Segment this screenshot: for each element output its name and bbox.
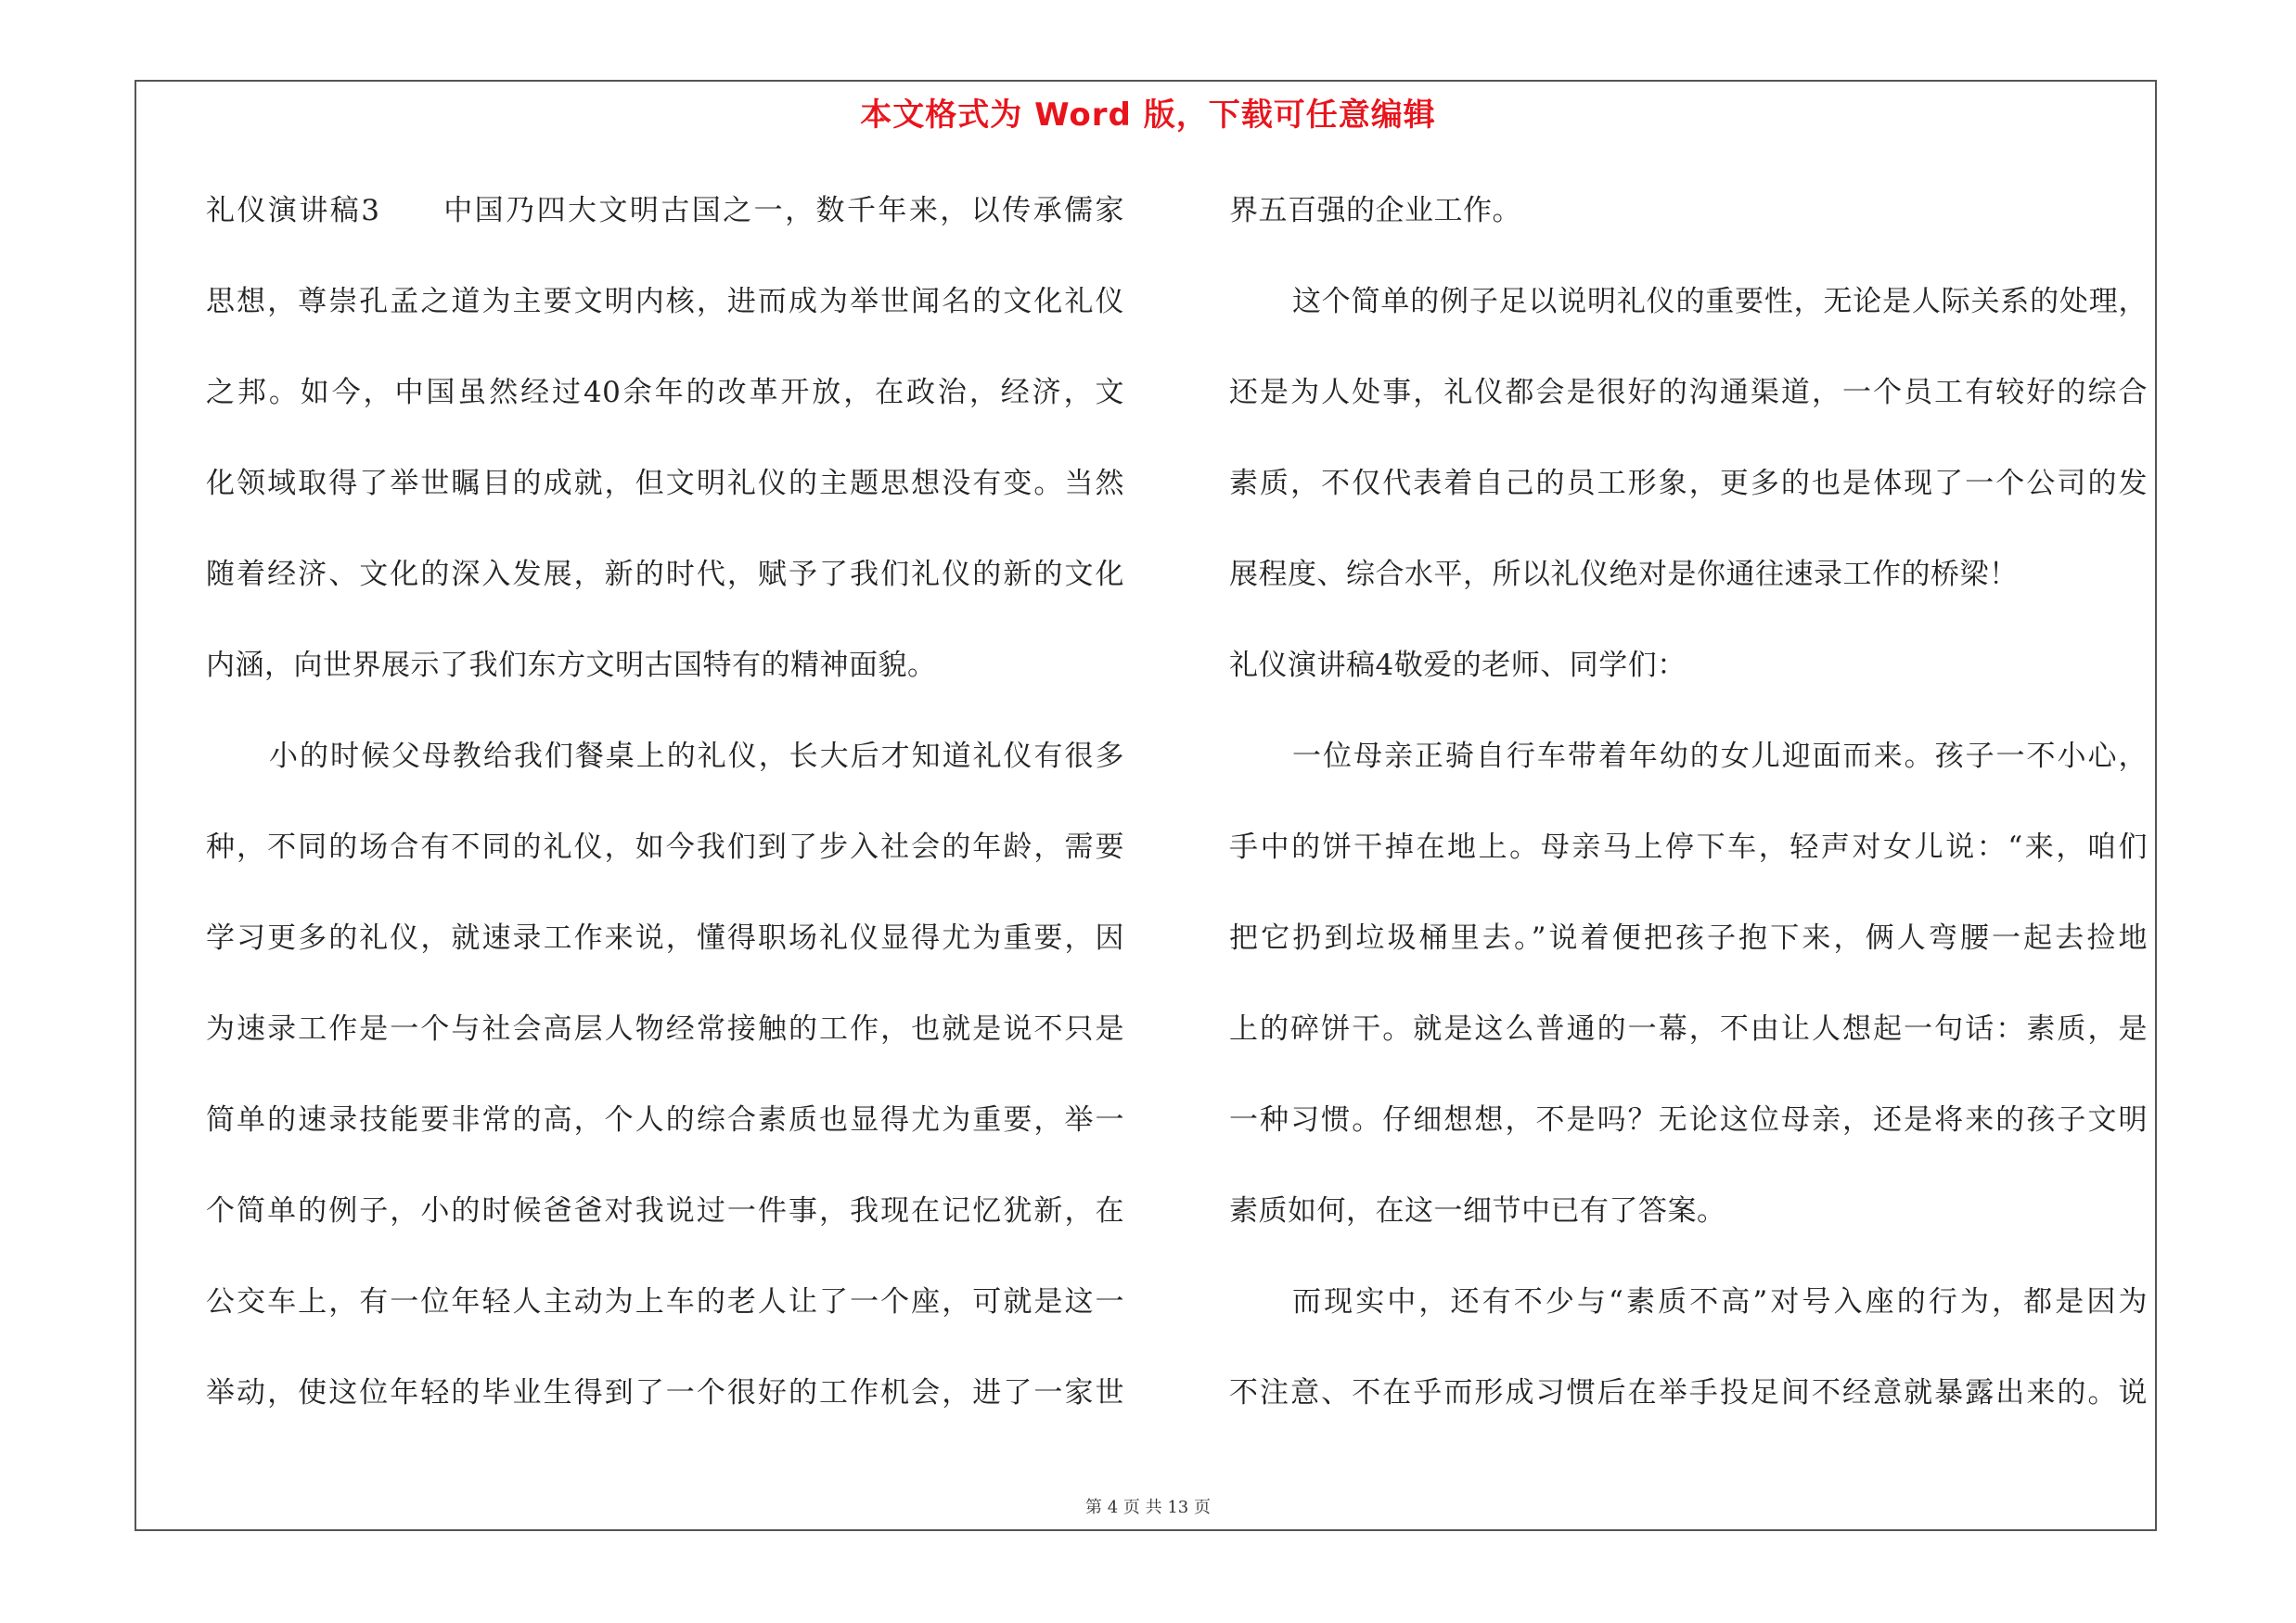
- text-line: 而现实中，还有不少与“素质不高”对号入座的行为，都是因为: [1292, 1285, 2148, 1319]
- text-line: 把它扔到垃圾桶里去。”说着便把孩子抱下来，俩人弯腰一起去捡地: [1229, 921, 2148, 955]
- text-line: 手中的饼干掉在地上。母亲马上停下车，轻声对女儿说：“来，咱们: [1229, 831, 2148, 864]
- text-line: 礼仪演讲稿4敬爱的老师、同学们：: [1229, 649, 1687, 682]
- text-line: 礼仪演讲稿3 中国乃四大文明古国之一，数千年来，以传承儒家: [206, 194, 1124, 227]
- text-line: 种，不同的场合有不同的礼仪，如今我们到了步入社会的年龄，需要: [206, 831, 1124, 864]
- text-line: 这个简单的例子足以说明礼仪的重要性，无论是人际关系的处理，: [1292, 285, 2148, 318]
- text-line: 个简单的例子，小的时候爸爸对我说过一件事，我现在记忆犹新，在: [206, 1194, 1124, 1228]
- text-line: 素质，不仅代表着自己的员工形象，更多的也是体现了一个公司的发: [1229, 467, 2148, 500]
- text-line: 展程度、综合水平，所以礼仪绝对是你通往速录工作的桥梁！: [1229, 558, 2019, 591]
- text-line: 化领域取得了举世瞩目的成就，但文明礼仪的主题思想没有变。当然: [206, 467, 1124, 500]
- text-line: 一位母亲正骑自行车带着年幼的女儿迎面而来。孩子一不小心，: [1292, 740, 2148, 773]
- text-line: 学习更多的礼仪，就速录工作来说，懂得职场礼仪显得尤为重要，因: [206, 921, 1124, 955]
- text-line: 简单的速录技能要非常的高，个人的综合素质也显得尤为重要，举一: [206, 1103, 1124, 1137]
- text-line: 内涵，向世界展示了我们东方文明古国特有的精神面貌。: [206, 649, 937, 682]
- text-line: 素质如何，在这一细节中已有了答案。: [1229, 1194, 1726, 1228]
- text-line: 上的碎饼干。就是这么普通的一幕，不由让人想起一句话：素质，是: [1229, 1012, 2148, 1046]
- page-number-footer: 第 4 页 共 13 页: [1085, 1498, 1211, 1517]
- text-line: 还是为人处事，礼仪都会是很好的沟通渠道，一个员工有较好的综合: [1229, 376, 2148, 409]
- text-line: 公交车上，有一位年轻人主动为上车的老人让了一个座，可就是这一: [206, 1285, 1124, 1319]
- right-text-column: [1229, 184, 2148, 1457]
- text-line: 界五百强的企业工作。: [1229, 194, 1521, 227]
- text-line: 为速录工作是一个与社会高层人物经常接触的工作，也就是说不只是: [206, 1012, 1124, 1046]
- text-line: 一种习惯。仔细想想，不是吗？无论这位母亲，还是将来的孩子文明: [1229, 1103, 2148, 1137]
- text-line: 思想，尊崇孔孟之道为主要文明内核，进而成为举世闻名的文化礼仪: [206, 285, 1124, 318]
- text-line: 不注意、不在乎而形成习惯后在举手投足间不经意就暴露出来的。说: [1229, 1376, 2148, 1410]
- left-text-column: [206, 184, 1124, 1457]
- text-line: 小的时候父母教给我们餐桌上的礼仪，长大后才知道礼仪有很多: [269, 740, 1124, 773]
- text-line: 之邦。如今，中国虽然经过40余年的改革开放，在政治，经济，文: [206, 376, 1124, 409]
- text-line: 举动，使这位年轻的毕业生得到了一个很好的工作机会，进了一家世: [206, 1376, 1124, 1410]
- format-banner: 本文格式为 Word 版，下载可任意编辑: [860, 97, 1436, 134]
- text-line: 随着经济、文化的深入发展，新的时代，赋予了我们礼仪的新的文化: [206, 558, 1124, 591]
